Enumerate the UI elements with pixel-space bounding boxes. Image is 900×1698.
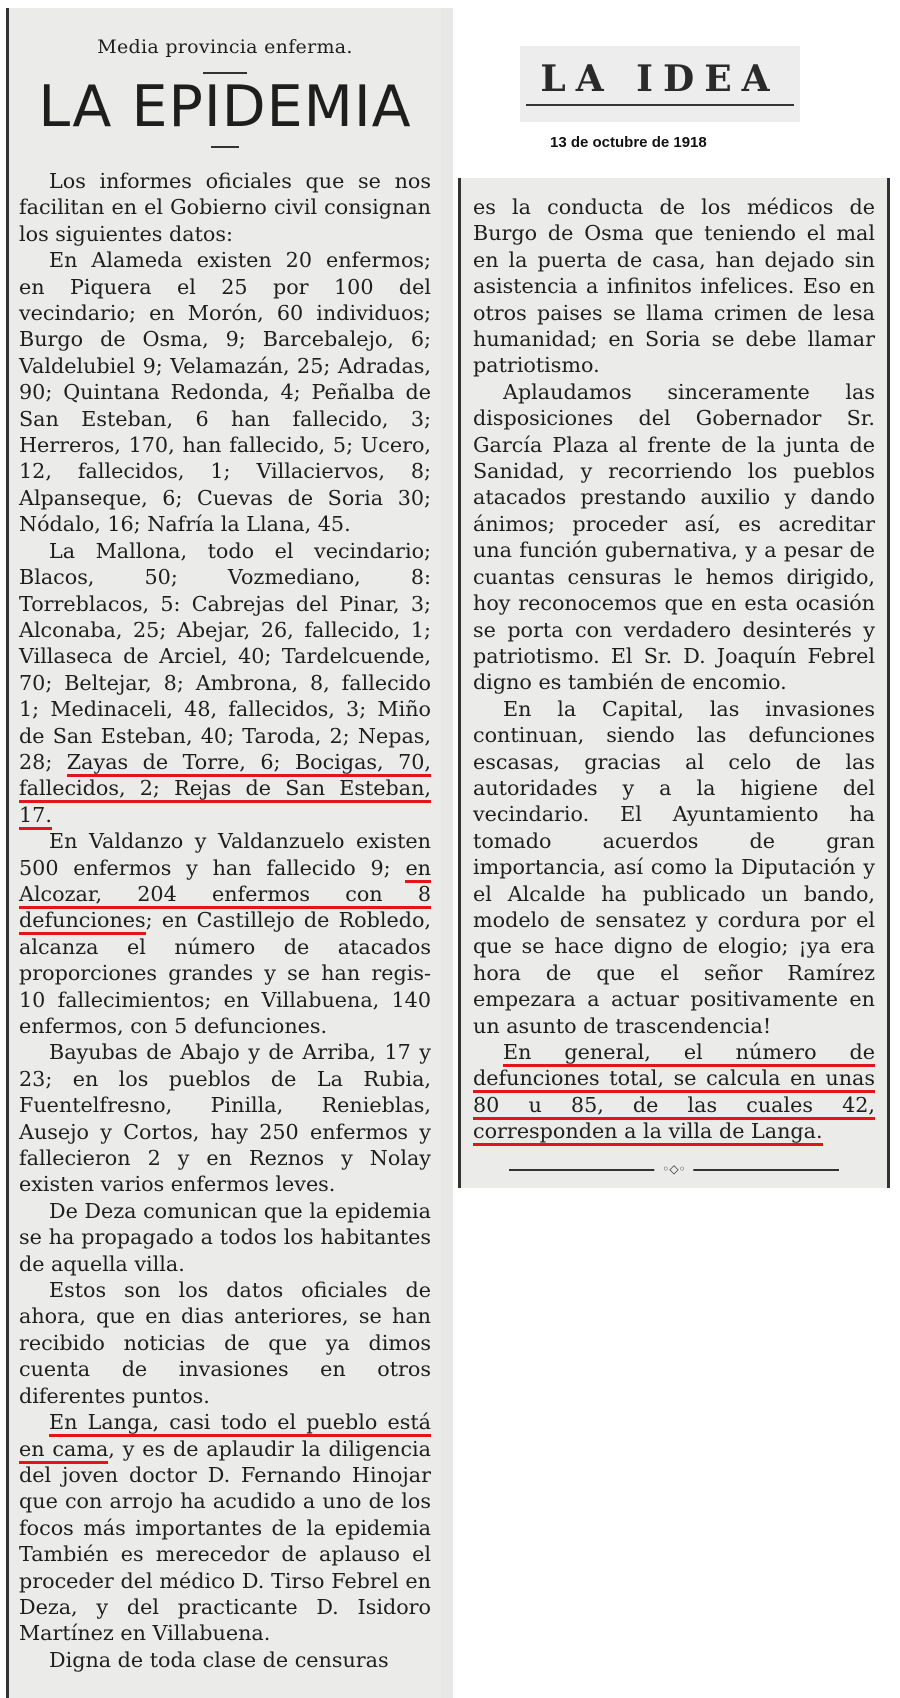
paragraph: Aplaudamos sinceramente las disposiciones del Gobernador Sr. García Plaza al frente de la junta de Sanidad, y recorriendo los pueblos atacados prestando auxilio y dando ánimos; proceder así, es acreditar una función gubernativa, y a pesar de cuantas censuras le hemos dirigido, hoy reconocemos que en esta ocasión se porta con verdadero desinterés y patriotismo. El Sr. D. Joaquín Febrel digno es también de encomio. <box>473 379 875 695</box>
paragraph: De Deza comunican que la epidemia se ha propagado a todos los habitantes de aquella villa. <box>19 1198 431 1276</box>
masthead-rule <box>526 104 794 106</box>
paragraph: En Alameda existen 20 enfermos; en Piquera el 25 por 100 del vecindario; en Morón, 60 individuos; Burgo de Osma, 9; Barcebalejo, 6; Valdelubiel 9; Velamazán, 25; Adradas, 90; Quintana Redonda, 4; Peñalba de San Esteban, 6 han fallecido, 3; Herreros, 170, han fallecido, 5; Ucero, 12, fallecidos, 1; Villaciervos, 8; Alpanseque, 6; Cuevas de Soria 30; Nódalo, 16; Nafría la Llana, 45. <box>19 248 431 537</box>
paragraph <box>19 1409 431 1647</box>
end-rule <box>509 1161 839 1176</box>
end-ornament: ◦◇◦ <box>654 1162 693 1176</box>
paragraph <box>19 538 431 828</box>
masthead-title: LA IDEA <box>540 58 780 100</box>
publication-date: 13 de octubre de 1918 <box>550 134 707 151</box>
right-column-text <box>461 178 887 1145</box>
highlighted-text: Zayas de Torre, 6; Bocigas, 70, fallecidos, 2; Rejas de San Esteban, 17. <box>19 750 431 830</box>
highlighted-text: En Langa, casi todo el pueblo está en cama <box>19 1410 431 1463</box>
right-column <box>458 178 890 1188</box>
paragraph: Estos son los datos oficiales de ahora, que en dias anteriores, se han recibido noticias de que ya dimos cuenta de invasiones en otros diferentes puntos. <box>19 1278 431 1408</box>
paragraph <box>473 1039 875 1145</box>
paragraph: Bayubas de Abajo y de Arriba, 17 y 23; en los pueblos de La Rubia, Fuentelfresno, Pinilla, Renieblas, Ausejo y Cortos, hay 250 enfermos y fallecieron 2 y en Reznos y Nolay existen varios enfermos leves. <box>19 1040 431 1197</box>
article-kicker: Media provincia enferma. <box>97 36 353 58</box>
highlighted-text: En general, el número de defunciones total, se calcula en unas 80 u 85, de las cuales 42, corresponden a la villa de Langa. <box>473 1040 875 1146</box>
highlighted-text: en Alcozar, 204 enfermos con 8 defunciones <box>19 856 431 936</box>
article-headline: LA EPIDEMIA <box>38 74 412 140</box>
paragraph: Digna de toda clase de censuras <box>49 1647 389 1672</box>
paragraph-text: En Valdanzo y Valdanzuelo existen 500 enfermos y han fallecido 9; <box>19 829 431 880</box>
paragraph-text: ; en Castillejo de Robledo, alcanza el número de atacados proporciones grandes y se han regis- 10 fallecimientos; en Villabuena, 140 enfermos, con 5 defunciones. <box>19 908 431 1038</box>
paragraph: En la Capital, las invasiones continuan, siendo las defunciones escasas, gracias al celo de las autoridades y a la higiene del vecindario. El Ayuntamiento ha tomado acuerdos de gran importancia, así como la Diputación y el Alcalde ha publicado un bando, modelo de sensatez y cordura por el que se hace digno de elogio; ¡ya era hora de que el señor Ramírez empezara a actuar positivamente en un asunto de trascendencia! <box>473 696 875 1038</box>
paragraph-text: , y es de aplaudir la diligencia del joven doctor D. Fernando Hinojar que con arrojo ha acudido a uno de los focos más importantes de la epidemia También es merecedor de aplauso el proceder del médico D. Tirso Febrel en Deza, y del practicante D. Isidoro Martínez en Villabuena. <box>19 1436 431 1646</box>
left-column <box>6 8 441 1698</box>
paragraph-text: La Mallona, todo el vecindario; Blacos, 50; Vozmediano, 8: Torreblacos, 5: Cabrejas del Pinar, 3; Alconaba, 25; Abejar, 26, fallecido, 1; Villaseca de Arciel, 40; Tardelcuende, 70; Beltejar, 8; Ambrona, 8, fallecido 1; Medinaceli, 48, fallecidos, 3; Miño de San Esteban, 40; Taroda, 2; Nepas, 28; <box>19 538 431 774</box>
adjacent-column-strip <box>441 8 453 1698</box>
left-column-text <box>9 148 441 1673</box>
paragraph: Los informes oficiales que se nos facilitan en el Gobierno civil consignan los siguientes datos: <box>19 169 431 246</box>
paragraph <box>19 828 431 1039</box>
paragraph: es la conducta de los médicos de Burgo de Osma que teniendo el mal en la puerta de casa, han dejado sin asistencia a infinitos infelices. Eso en otros paises se llama crimen de lesa humanidad; en Soria se debe llamar patriotismo. <box>473 195 875 378</box>
masthead <box>520 46 800 122</box>
